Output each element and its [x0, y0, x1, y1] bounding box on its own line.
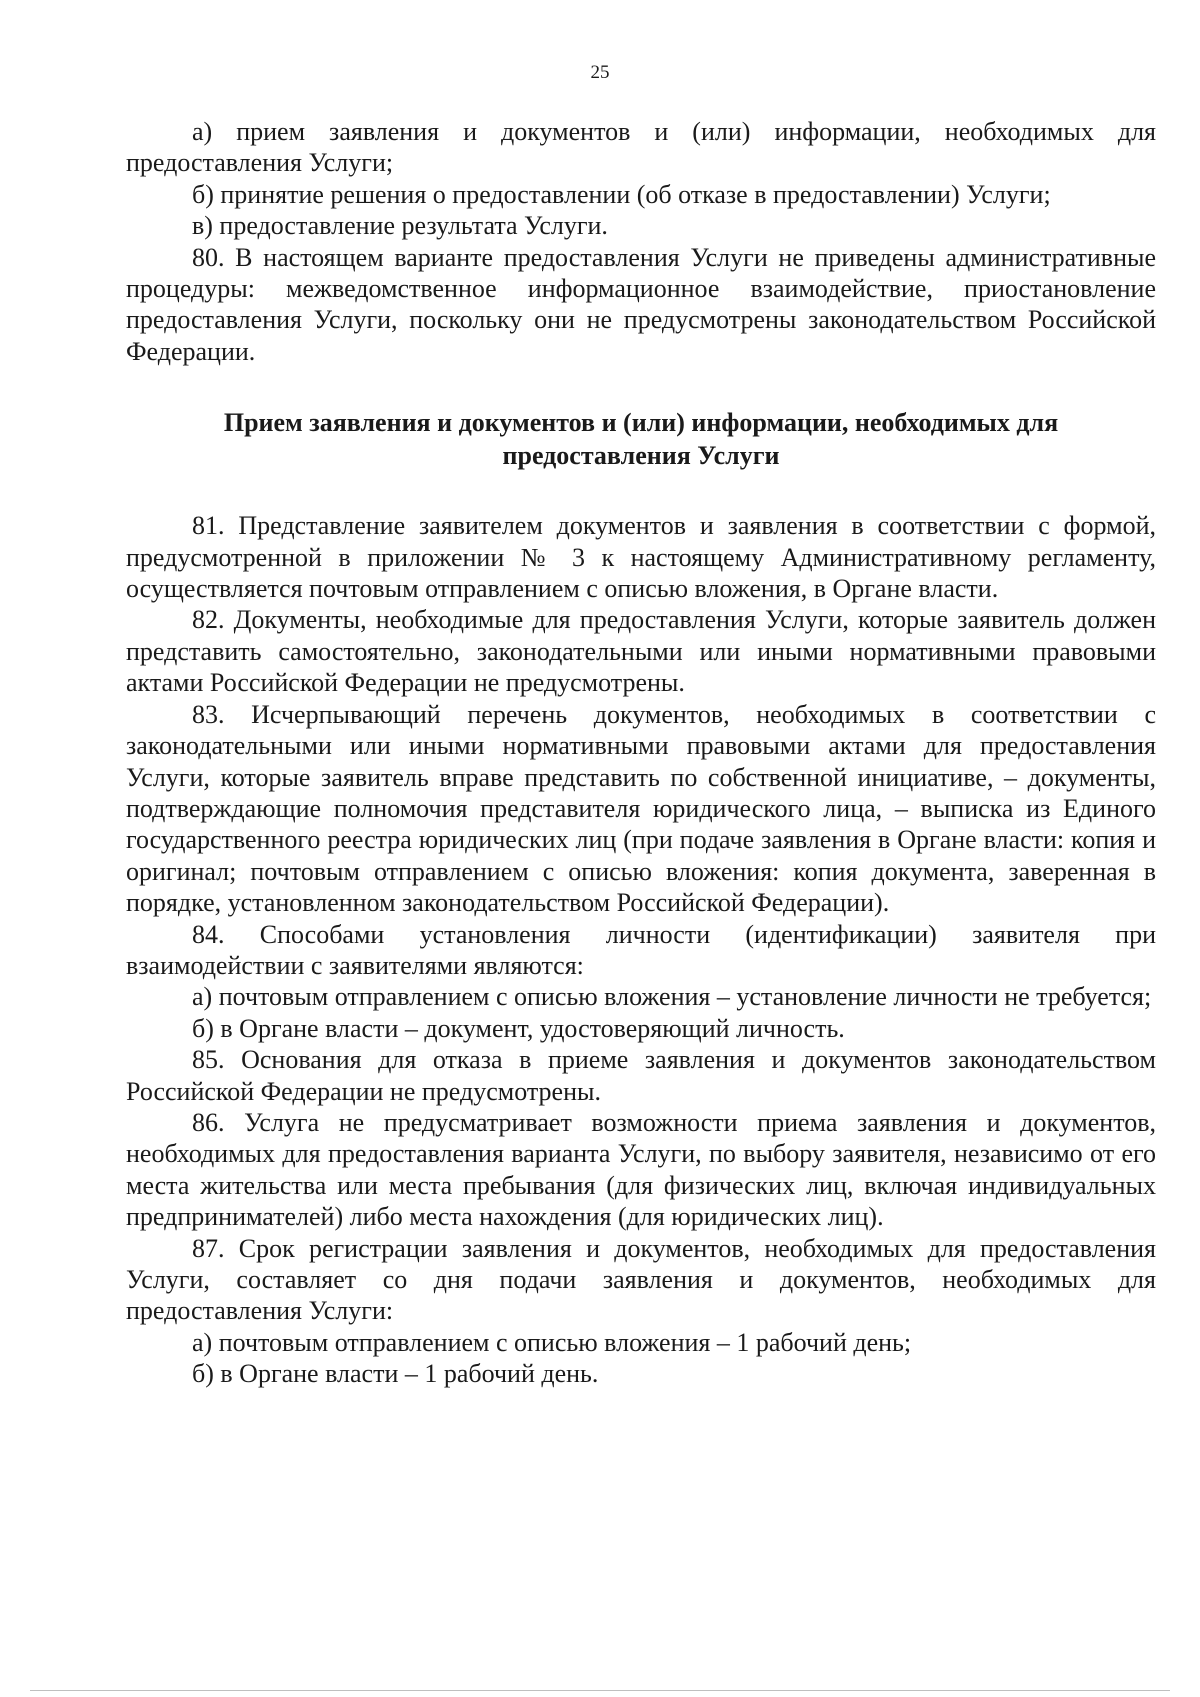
scan-bottom-edge [30, 1690, 1170, 1691]
paragraph-86: 86. Услуга не предусматривает возможности приема заявления и документов, необходимых для предоставления варианта Услуги, по выбору заявителя, независимо от его места жительства или места пребывания (для физических лиц, включая индивидуальных предпринимателей) либо места нахождения (для юридических лиц). [126, 1107, 1156, 1232]
paragraph-87: 87. Срок регистрации заявления и документов, необходимых для предоставления Услуги, составляет со дня подачи заявления и документов, необходимых для предоставления Услуги: [126, 1233, 1156, 1326]
paragraph-83: 83. Исчерпывающий перечень документов, необходимых в соответствии с законодательными или иными нормативными правовыми актами для предоставления Услуги, которые заявитель вправе представить по собственной инициативе, – документы, подтверждающие полномочия представителя юридического лица, – выписка из Единого государственного реестра юридических лиц (при подаче заявления в Органе власти: копия и оригинал; почтовым отправлением с описью вложения: копия документа, заверенная в порядке, установленном законодательством Российской Федерации). [126, 699, 1156, 918]
page-number: 25 [590, 62, 610, 83]
paragraph-87-a: а) почтовым отправлением с описью вложения – 1 рабочий день; [192, 1327, 912, 1357]
paragraph-85: 85. Основания для отказа в приеме заявления и документов законодательством Российской Федерации не предусмотрены. [126, 1045, 1156, 1106]
paragraph-item-b-decision: б) принятие решения о предоставлении (об отказе в предоставлении) Услуги; [192, 179, 1051, 209]
paragraph-84-b: б) в Органе власти – документ, удостоверяющий личность. [192, 1013, 845, 1043]
section-heading: Прием заявления и документов и (или) информации, необходимых для предоставления Услуги [223, 408, 1059, 471]
paragraph-item-v-result: в) предоставление результата Услуги. [192, 211, 608, 241]
paragraph-item-a-intake: а) прием заявления и документов и (или) информации, необходимых для предоставления Услуги; [126, 117, 1156, 178]
paragraph-80: 80. В настоящем варианте предоставления Услуги не приведены административные процедуры: межведомственное информационное взаимодействие, приостановление предоставления Услуги, поскольку они не предусмотрены законодательством Российской Федерации. [126, 242, 1156, 366]
paragraph-84: 84. Способами установления личности (идентификации) заявителя при взаимодействии с заявителями являются: [126, 919, 1156, 980]
paragraph-87-b: б) в Органе власти – 1 рабочий день. [192, 1359, 599, 1389]
paragraph-81: 81. Представление заявителем документов и заявления в соответствии с формой, предусмотренной в приложении № 3 к настоящему Административному регламенту, осуществляется почтовым отправлением с описью вложения, в Органе власти. [126, 511, 1156, 604]
paragraph-82: 82. Документы, необходимые для предоставления Услуги, которые заявитель должен представить самостоятельно, законодательными или иными нормативными правовыми актами Российской Федерации не предусмотрены. [126, 605, 1156, 698]
document-body [126, 116, 1156, 1390]
paragraph-84-a: а) почтовым отправлением с описью вложения – установление личности не требуется; [192, 982, 1152, 1012]
